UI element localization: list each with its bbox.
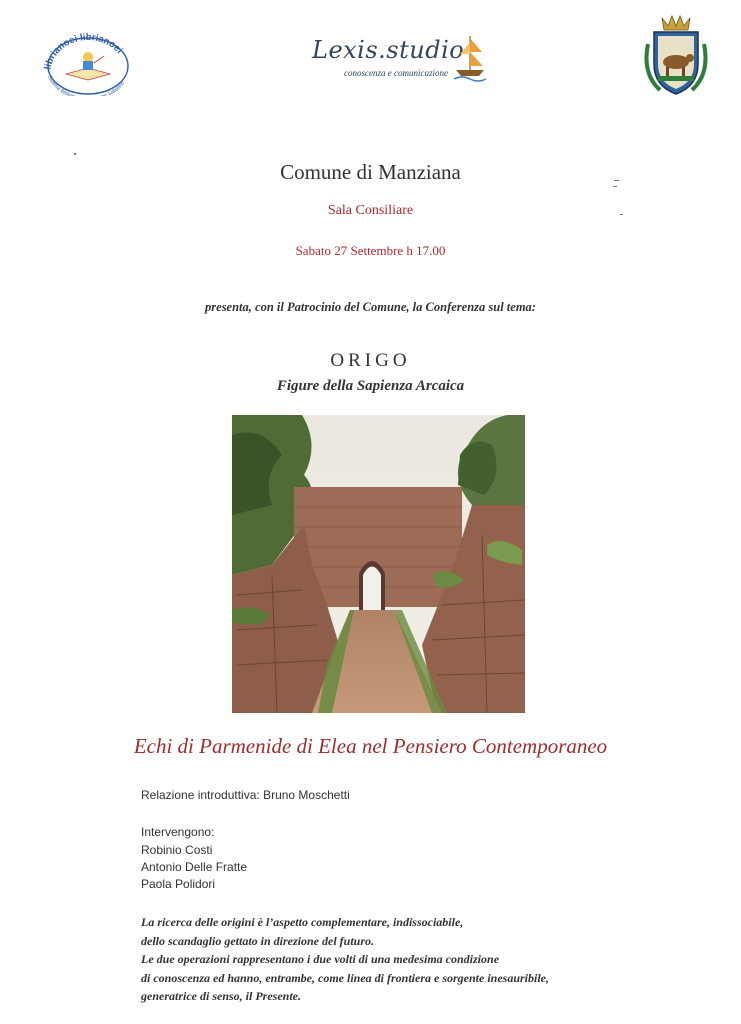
speakers-list: [141, 842, 247, 893]
scan-speck: [620, 214, 623, 215]
quote-line: Le due operazioni rappresentano i due volti di una medesima condizione: [141, 952, 500, 966]
coat-of-arms-logo: [638, 14, 714, 100]
event-date: Sabato 27 Settembre h 17.00: [295, 243, 446, 258]
introductory-speaker: Relazione introduttiva: Bruno Moschetti: [141, 788, 350, 802]
library-logo-icon: [36, 30, 140, 96]
lexis-logo-name: Lexis.studio: [312, 36, 465, 64]
lexis-studio-logo: [288, 28, 488, 88]
speaker-name: Robinio Costi: [141, 843, 213, 857]
quote-line: dello scandaglio gettato in direzione del futuro.: [141, 933, 375, 948]
stone-gate-image: [232, 415, 525, 713]
intro-line: presenta, con il Patrocinio del Comune, la Conferenza sul tema:: [205, 300, 536, 314]
speaker-name: Paola Polidori: [141, 877, 216, 891]
lexis-logo-tagline: conoscenza e comunicazione: [344, 68, 448, 78]
scan-speck: [613, 186, 617, 187]
archaeological-gate-photo: [232, 415, 525, 713]
coat-of-arms-icon: [638, 14, 714, 100]
library-system-logo: [36, 30, 140, 96]
conference-title: Echi di Parmenide di Elea nel Pensiero Contemporaneo: [133, 734, 608, 758]
quote-line: generatrice di senso, il Presente.: [141, 989, 301, 1003]
quote-line: di conoscenza ed hanno, entrambe, come linea di frontiera e sorgente inesauribile,: [141, 970, 550, 985]
event-subtitle: Figure della Sapienza Arcaica: [276, 378, 465, 394]
page-title: Comune di Manziana: [280, 160, 461, 184]
venue-label: Sala Consiliare: [327, 203, 414, 218]
event-name: ORIGO: [330, 350, 411, 371]
scan-speck: [74, 153, 76, 155]
sailing-ship-icon: [452, 32, 488, 84]
library-logo-text-top: librianoei librianoei: [42, 31, 125, 71]
scan-speck: [614, 180, 619, 181]
speaker-name: Antonio Delle Fratte: [141, 860, 248, 874]
library-logo-text-bottom: Sistema Biblio e Sabatino: [45, 74, 127, 96]
closing-quote: [141, 913, 549, 1006]
speakers-heading: Intervengono:: [141, 825, 215, 839]
quote-line: La ricerca delle origini è l’aspetto complementare, indissociabile,: [141, 915, 464, 929]
